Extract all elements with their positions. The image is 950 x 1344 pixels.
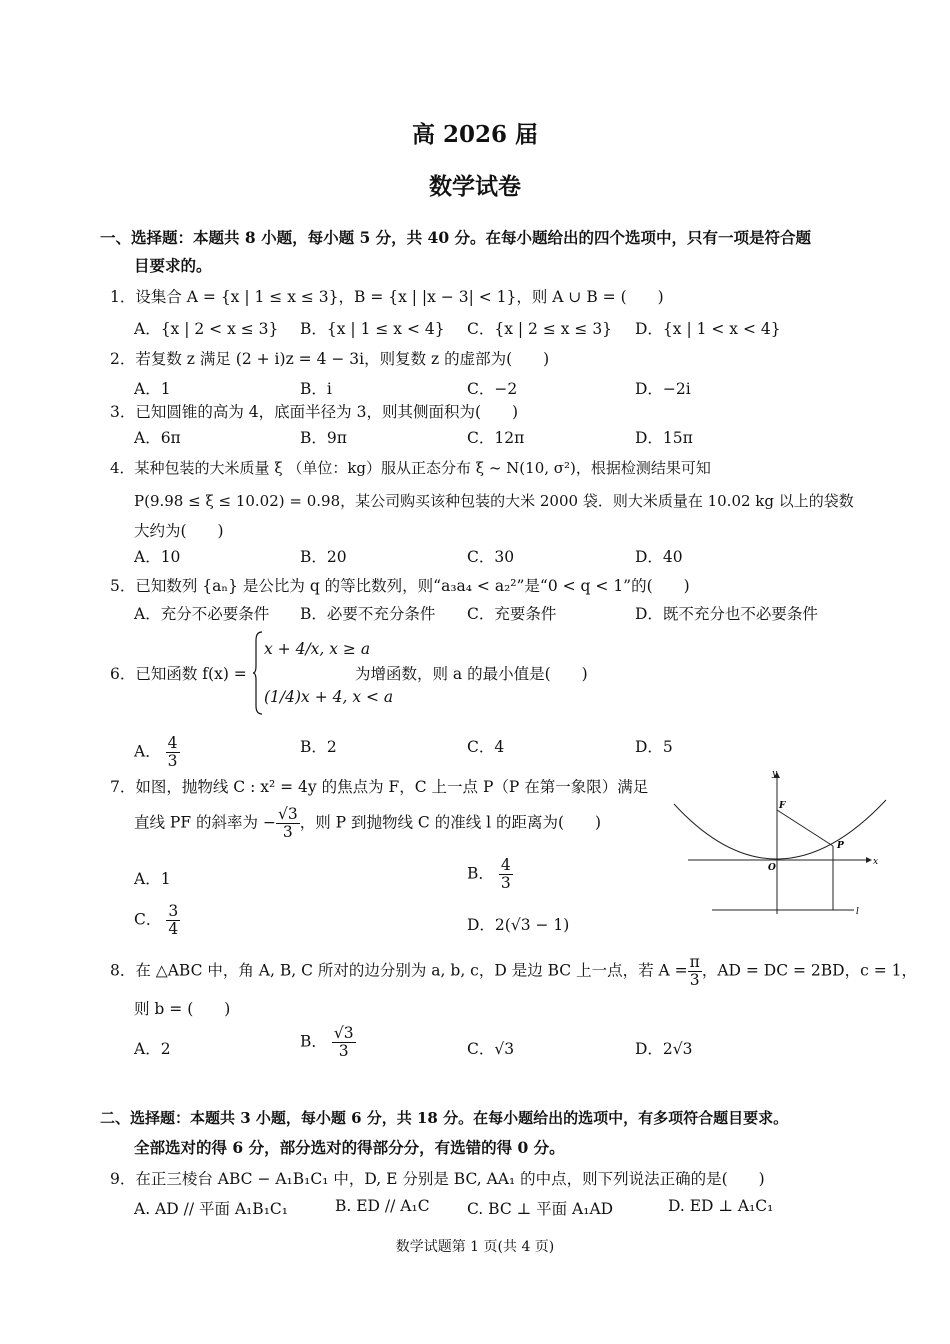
fraction [276,806,300,841]
question-5-option-a: A．充分不必要条件 [134,605,270,623]
question-4-option-b: B．20 [300,548,347,566]
question-4-line-3: 大约为( ) [134,522,224,540]
y-label: y [772,769,778,779]
question-7-option-d: D．2(√3 − 1) [467,916,570,934]
question-6-option-c: C．4 [467,738,505,756]
focus-label: F [779,801,786,811]
exam-subtitle: 数学试卷 [429,173,521,200]
question-4-line-1: 4．某种包装的大米质量 ξ （单位：kg）服从正态分布 ξ ~ N(10, σ²)，根据检测结果可知 [110,459,711,477]
question-1-stem: 1．设集合 A = {x | 1 ≤ x ≤ 3}，B = {x | |x − 3| < 1}，则 A ∪ B = ( ) [110,288,664,306]
numerator: 4 [500,856,511,874]
section-1-heading-cont: 目要求的。 [134,256,212,275]
denominator: 3 [282,823,293,842]
parabola-figure [672,768,892,918]
line-text: 8．在 △ABC 中，角 A, B, C 所对的边分别为 a, b, c，D 是边 BC 上一点，若 A = [110,961,688,980]
numerator: √3 [333,1024,354,1042]
question-3-stem: 3．已知圆锥的高为 4，底面半径为 3，则其侧面积为( ) [110,403,519,421]
section-2-heading-cont: 全部选对的得 6 分，部分选对的得部分分，有选错的得 0 分。 [134,1138,565,1157]
question-7-option-b [467,857,513,892]
question-9-option-a: A. AD // 平面 A₁B₁C₁ [134,1200,288,1218]
question-6-suffix: 为增函数，则 a 的最小值是( ) [355,665,588,683]
directrix-label: l [856,907,859,917]
line-text: ，AD = DC = 2BD，c = 1， [701,961,917,980]
question-4-option-c: C．30 [467,548,515,566]
exam-title: 高 2026 届 [411,121,539,148]
page-footer: 数学试题第 1 页(共 4 页) [395,1239,555,1255]
fraction [499,857,513,892]
question-2-option-b: B．i [300,380,332,398]
question-3-option-d: D．15π [635,429,693,447]
fraction [166,735,180,770]
line-text: ，则 P 到抛物线 C 的准线 l 的距离为( ) [299,813,602,832]
piecewise-case-1: x + 4/x, x ≥ a [264,640,371,658]
question-1-option-c: C．{x | 2 ≤ x ≤ 3} [467,320,613,338]
question-6-option-d: D．5 [635,738,673,756]
line-text: 直线 PF 的斜率为 − [134,813,276,832]
question-5-stem: 5．已知数列 {aₙ} 是公比为 q 的等比数列，则“a₃a₄ < a₂²”是“0 < q < 1”的( ) [110,577,690,595]
question-7-option-a: A．1 [134,870,171,888]
option-label: B． [300,1032,327,1051]
piecewise-case-2: (1/4)x + 4, x < a [264,688,394,706]
origin-label: O [768,863,776,873]
point-p-label: P [837,841,844,851]
numerator: 3 [168,902,179,920]
question-8-option-c: C．√3 [467,1040,515,1058]
question-8-line-1 [110,954,917,989]
question-6-option-a [134,735,180,770]
question-7-line-1: 7．如图，抛物线 C : x² = 4y 的焦点为 F，C 上一点 P（P 在第一象限）满足 [110,778,649,796]
question-9-option-b: B. ED // A₁C [335,1197,430,1215]
option-label: B． [467,864,494,883]
option-label: A． [134,742,161,761]
x-label: x [873,857,879,867]
line-pf [777,810,833,846]
question-5-option-b: B．必要不充分条件 [300,605,436,623]
question-6-prefix: 6．已知函数 f(x) = [110,665,247,683]
question-8-option-d: D．2√3 [635,1040,693,1058]
question-3-option-b: B．9π [300,429,347,447]
denominator: 3 [500,874,511,893]
question-7-option-c [134,903,180,938]
option-label: C． [134,910,162,929]
question-9-option-d: D. ED ⊥ A₁C₁ [668,1197,774,1215]
section-2-heading: 二、选择题：本题共 3 小题，每小题 6 分，共 18 分。在每小题给出的选项中，有多项符合题目要求。 [100,1109,789,1127]
denominator: 3 [689,971,700,990]
question-2-option-c: C．−2 [467,380,518,398]
question-2-option-a: A．1 [134,380,171,398]
numerator: √3 [277,805,298,823]
question-3-option-a: A．6π [134,429,181,447]
section-1-heading: 一、选择题：本题共 8 小题，每小题 5 分，共 40 分。在每小题给出的四个选项中，只有一项是符合题 [100,228,812,247]
question-1-option-a: A．{x | 2 < x ≤ 3} [134,320,279,338]
fraction [332,1025,356,1060]
question-8-option-b [300,1025,356,1060]
question-6-option-b: B．2 [300,738,337,756]
question-8-option-a: A．2 [134,1040,171,1058]
question-2-stem: 2．若复数 z 满足 (2 + i)z = 4 − 3i，则复数 z 的虚部为( ) [110,350,550,368]
x-axis-arrow [866,857,872,863]
question-7-line-2 [134,806,601,841]
question-4-line-2: P(9.98 ≤ ξ ≤ 10.02) = 0.98，某公司购买该种包装的大米 2000 袋．则大米质量在 10.02 kg 以上的袋数 [134,492,854,510]
piecewise-brace [252,630,264,716]
numerator: 4 [167,734,178,752]
fraction [166,903,180,938]
question-3-option-c: C．12π [467,429,525,447]
numerator: π [689,953,700,971]
question-8-line-2: 则 b = ( ) [134,1000,231,1018]
denominator: 3 [338,1042,349,1061]
question-1-option-b: B．{x | 1 ≤ x < 4} [300,320,445,338]
question-5-option-d: D．既不充分也不必要条件 [635,605,818,623]
question-1-option-d: D．{x | 1 < x < 4} [635,320,781,338]
denominator: 4 [168,920,179,939]
fraction [688,954,702,989]
question-4-option-a: A．10 [134,548,181,566]
denominator: 3 [167,752,178,771]
question-2-option-d: D．−2i [635,380,691,398]
question-4-option-d: D．40 [635,548,683,566]
question-9-option-c: C. BC ⊥ 平面 A₁AD [467,1200,614,1218]
question-5-option-c: C．充要条件 [467,605,557,623]
question-9-stem: 9．在正三棱台 ABC − A₁B₁C₁ 中，D, E 分别是 BC, AA₁ 的中点，则下列说法正确的是( ) [110,1170,765,1188]
